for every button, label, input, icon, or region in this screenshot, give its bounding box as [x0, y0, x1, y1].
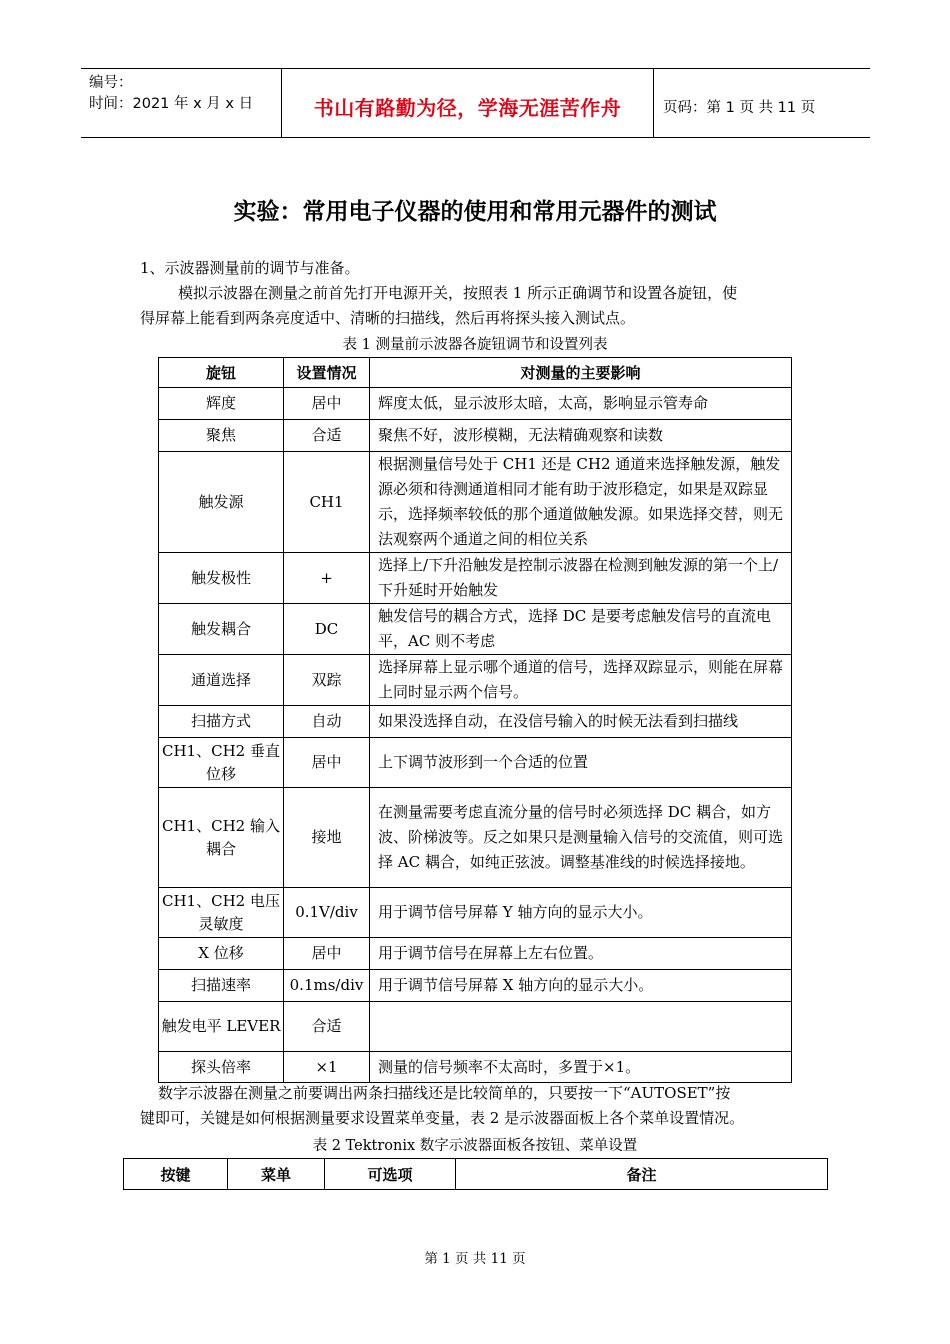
setting-cell: 合适: [284, 420, 370, 452]
column-header: 对测量的主要影响: [370, 358, 792, 388]
page-header: [81, 68, 870, 138]
setting-cell: 双踪: [284, 655, 370, 706]
setting-cell: 居中: [284, 738, 370, 788]
time-label: 时间：2021 年 x 月 x 日: [89, 96, 254, 112]
setting-cell: ×1: [284, 1052, 370, 1083]
knob-cell: 触发极性: [159, 553, 284, 604]
setting-cell: 自动: [284, 706, 370, 738]
knob-cell: 触发源: [159, 452, 284, 553]
knob-cell: CH1、CH2 输入耦合: [159, 788, 284, 888]
column-header: 备注: [456, 1159, 828, 1190]
setting-cell: 接地: [284, 788, 370, 888]
effect-cell: 在测量需要考虑直流分量的信号时必须选择 DC 耦合，如方波、阶梯波等。反之如果只是测量输入信号的交流值，则可选择 AC 耦合，如纯正弦波。调整基准线的时候选择接地。: [370, 788, 792, 888]
effect-cell: 用于调节信号屏幕 Y 轴方向的显示大小。: [370, 888, 792, 938]
knob-cell: 辉度: [159, 388, 284, 420]
knob-settings-table: [158, 357, 792, 1083]
table1-caption: 表 1 测量前示波器各旋钮调节和设置列表: [342, 337, 608, 353]
knob-cell: CH1、CH2 垂直位移: [159, 738, 284, 788]
effect-cell: 如果没选择自动，在没信号输入的时候无法看到扫描线: [370, 706, 792, 738]
knob-cell: 扫描速率: [159, 970, 284, 1002]
column-header: 设置情况: [284, 358, 370, 388]
table-header-row: [124, 1159, 828, 1190]
table-row: [159, 388, 792, 420]
header-page-info: 页码：第 1 页 共 11 页: [663, 99, 816, 116]
effect-cell: 选择屏幕上显示哪个通道的信号，选择双踪显示，则能在屏幕上同时显示两个信号。: [370, 655, 792, 706]
setting-cell: +: [284, 553, 370, 604]
knob-cell: X 位移: [159, 938, 284, 970]
table-row: [159, 738, 792, 788]
knob-cell: 聚焦: [159, 420, 284, 452]
table-row: [159, 553, 792, 604]
setting-cell: 0.1V/div: [284, 888, 370, 938]
document-title: 实验：常用电子仪器的使用和常用元器件的测试: [233, 199, 717, 225]
setting-cell: CH1: [284, 452, 370, 553]
paragraph-line: 模拟示波器在测量之前首先打开电源开关，按照表 1 所示正确调节和设置各旋钮，使: [178, 284, 738, 302]
effect-cell: 用于调节信号在屏幕上左右位置。: [370, 938, 792, 970]
setting-cell: 居中: [284, 388, 370, 420]
table-row: [159, 706, 792, 738]
table-row: [159, 970, 792, 1002]
knob-cell: 通道选择: [159, 655, 284, 706]
paragraph-line: 键即可，关键是如何根据测量要求设置菜单变量，表 2 是示波器面板上各个菜单设置情况。: [140, 1109, 745, 1127]
effect-cell: 触发信号的耦合方式，选择 DC 是要考虑触发信号的直流电平，AC 则不考虑: [370, 604, 792, 655]
setting-cell: 居中: [284, 938, 370, 970]
effect-cell: [370, 1002, 792, 1052]
paragraph-line: 数字示波器在测量之前要调出两条扫描线还是比较简单的，只要按一下“AUTOSET”按: [158, 1084, 731, 1102]
table-row: [159, 1002, 792, 1052]
table-row: [159, 888, 792, 938]
column-header: 按键: [124, 1159, 228, 1190]
effect-cell: 辉度太低，显示波形太暗，太高，影响显示管寿命: [370, 388, 792, 420]
knob-cell: 扫描方式: [159, 706, 284, 738]
table-row: [159, 604, 792, 655]
button-menu-table: [123, 1158, 828, 1190]
effect-cell: 聚焦不好，波形模糊，无法精确观察和读数: [370, 420, 792, 452]
table-row: [159, 655, 792, 706]
page-footer: 第 1 页 共 11 页: [424, 1251, 526, 1267]
setting-cell: 0.1ms/div: [284, 970, 370, 1002]
table-row: [159, 420, 792, 452]
paragraph-line: 得屏幕上能看到两条亮度适中、清晰的扫描线，然后再将探头接入测试点。: [140, 309, 636, 327]
table-row: [159, 938, 792, 970]
table-header-row: [159, 358, 792, 388]
effect-cell: 根据测量信号处于 CH1 还是 CH2 通道来选择触发源，触发源必须和待测通道相同才能有助于波形稳定，如果是双踪显示，选择频率较低的那个通道做触发源。如果选择交替，则无法观察两个通道之间的相位关系: [370, 452, 792, 553]
column-header: 可选项: [325, 1159, 456, 1190]
effect-cell: 选择上/下升沿触发是控制示波器在检测到触发源的第一个上/下升延时开始触发: [370, 553, 792, 604]
header-meta: [81, 69, 281, 137]
effect-cell: 测量的信号频率不太高时，多置于×1。: [370, 1052, 792, 1083]
knob-cell: 触发电平 LEVER: [159, 1002, 284, 1052]
setting-cell: DC: [284, 604, 370, 655]
column-header: 菜单: [228, 1159, 325, 1190]
table-row: [159, 1052, 792, 1083]
table-row: [159, 452, 792, 553]
column-header: 旋钮: [159, 358, 284, 388]
effect-cell: 上下调节波形到一个合适的位置: [370, 738, 792, 788]
number-label: 编号：: [89, 75, 133, 91]
knob-cell: 探头倍率: [159, 1052, 284, 1083]
knob-cell: CH1、CH2 电压灵敏度: [159, 888, 284, 938]
header-motto: 书山有路勤为径，学海无涯苦作舟: [281, 69, 654, 137]
table2-caption: 表 2 Tektronix 数字示波器面板各按钮、菜单设置: [312, 1138, 638, 1154]
effect-cell: 用于调节信号屏幕 X 轴方向的显示大小。: [370, 970, 792, 1002]
setting-cell: 合适: [284, 1002, 370, 1052]
table-row: [159, 788, 792, 888]
section-heading: 1、示波器测量前的调节与准备。: [140, 259, 360, 277]
knob-cell: 触发耦合: [159, 604, 284, 655]
